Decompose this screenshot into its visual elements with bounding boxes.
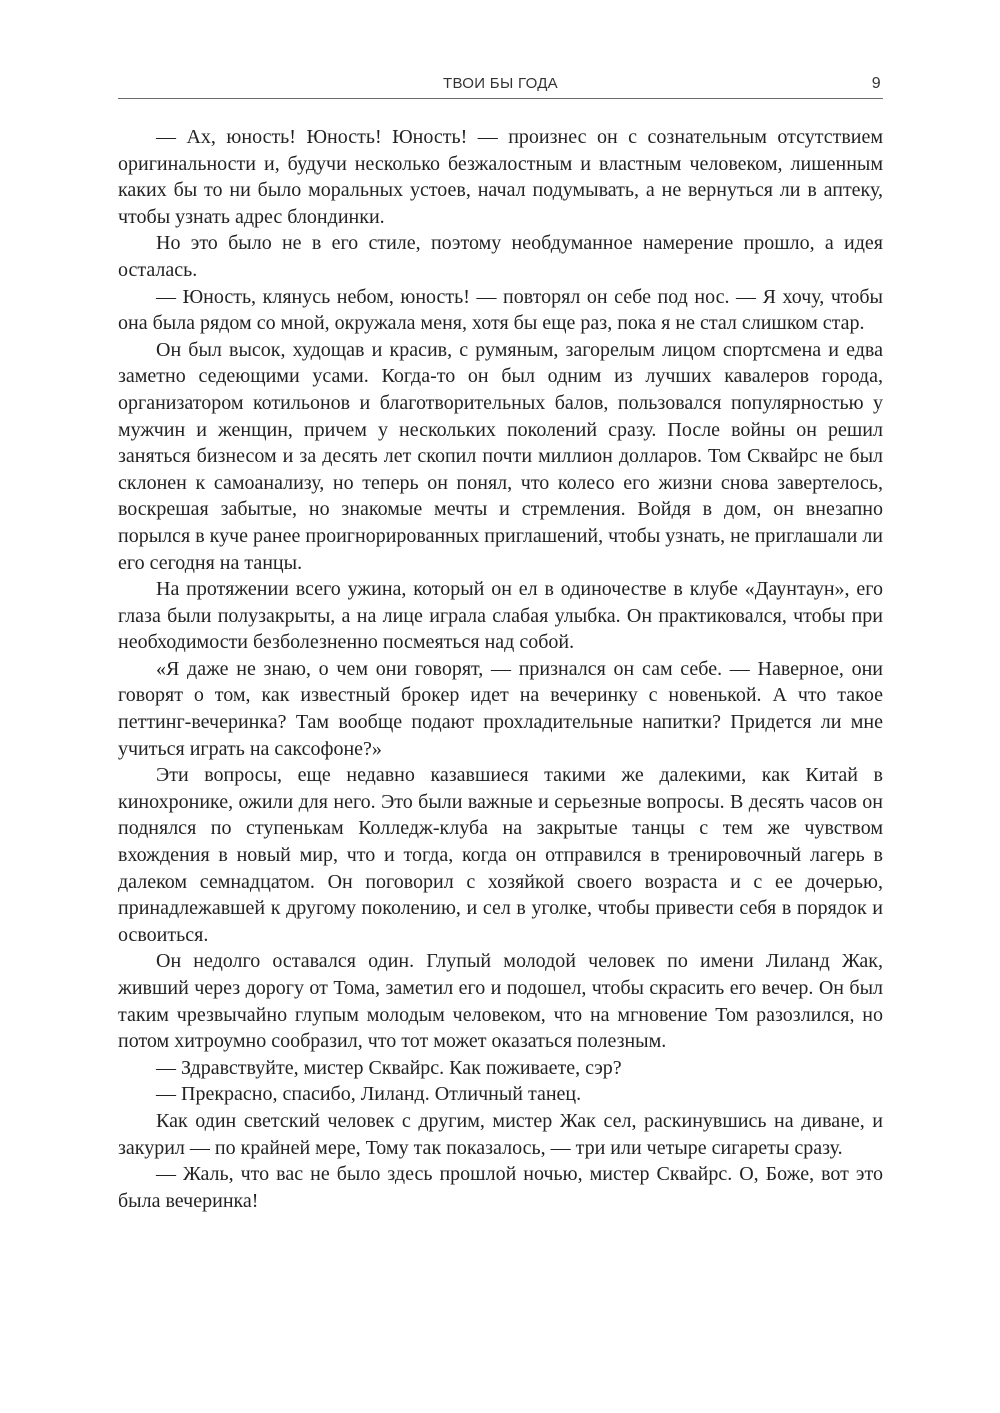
paragraph: — Здравствуйте, мистер Сквайрс. Как поживаете, сэр? [156, 1056, 622, 1079]
paragraph: Он недолго оставался один. Глупый молодой человек по имени Лиланд Жак, живший через дорогу от Тома, заметил его и подошел, чтобы скрасить его вечер. Он был таким чрезвычайно глупым молодым человеком, что на мгновение Том разозлился, но потом хитроумно сообразил, что тот может оказаться полезным. [118, 950, 883, 1053]
paragraph: Как один светский человек с другим, мистер Жак сел, раскинувшись на диване, и закурил — по крайней мере, Тому так показалось, — три или четыре сигареты сразу. [118, 1109, 883, 1159]
paragraph: «Я даже не знаю, о чем они говорят, — признался он сам себе. — Наверное, они говорят о том, как известный брокер идет на вечеринку с новенькой. А что такое петтинг-вечеринка? Там вообще подают прохладительные напитки? Придется ли мне учиться играть на саксофоне?» [118, 657, 883, 760]
page-header [118, 72, 883, 99]
paragraph: — Юность, клянусь небом, юность! — повторял он себе под нос. — Я хочу, чтобы она была рядом со мной, окружала меня, хотя бы еще раз, пока я не стал слишком стар. [118, 285, 883, 335]
paragraph: — Ах, юность! Юность! Юность! — произнес он с сознательным отсутствием оригинальности и, будучи несколько безжалостным и властным человеком, лишенным каких бы то ни было моральных устоев, начал подумывать, а не вернуться ли в аптеку, чтобы узнать адрес блондинки. [118, 126, 883, 228]
running-title: ТВОИ БЫ ГОДА [443, 75, 558, 92]
page-number: 9 [871, 75, 881, 92]
paragraph: Эти вопросы, еще недавно казавшиеся такими же далекими, как Китай в кинохронике, ожили для него. Это были важные и серьезные вопросы. В десять часов он поднялся по ступенькам Колледж-клуба на закрытые танцы с тем же чувством вхождения в новый мир, что и тогда, когда он отправился в тренировочный лагерь в далеком семнадцатом. Он поговорил с хозяйкой своего возраста и с ее дочерью, принадлежавшей к другому поколению, и сел в уголке, чтобы привести себя в порядок и освоиться. [118, 764, 883, 946]
paragraph: — Жаль, что вас не было здесь прошлой ночью, мистер Сквайрс. О, Боже, вот это была вечеринка! [118, 1163, 883, 1212]
paragraph: Но это было не в его стиле, поэтому необдуманное намерение прошло, а идея осталась. [118, 232, 883, 281]
paragraph: Он был высок, худощав и красив, с румяным, загорелым лицом спортсмена и едва заметно седеющими усами. Когда-то он был одним из лучших кавалеров города, организатором котильонов и благотворительных балов, пользовался популярностью у мужчин и женщин, причем у нескольких поколений сразу. После войны он решил заняться бизнесом и за десять лет скопил почти миллион долларов. Том Сквайрс не был склонен к самоанализу, но теперь он понял, что колесо его жизни снова завертелось, воскрешая забытые, но знакомые мечты и стремления. Войдя в дом, он внезапно порылся в куче ранее проигнорированных приглашений, чтобы узнать, не приглашали ли его сегодня на танцы. [118, 338, 883, 574]
paragraph: — Прекрасно, спасибо, Лиланд. Отличный танец. [156, 1083, 582, 1106]
paragraph: На протяжении всего ужина, который он ел в одиночестве в клубе «Даунтаун», его глаза были полузакрыты, а на лице играла слабая улыбка. Он практиковался, чтобы при необходимости безболезненно посмеяться над собой. [118, 578, 883, 654]
body-text [118, 124, 883, 1214]
